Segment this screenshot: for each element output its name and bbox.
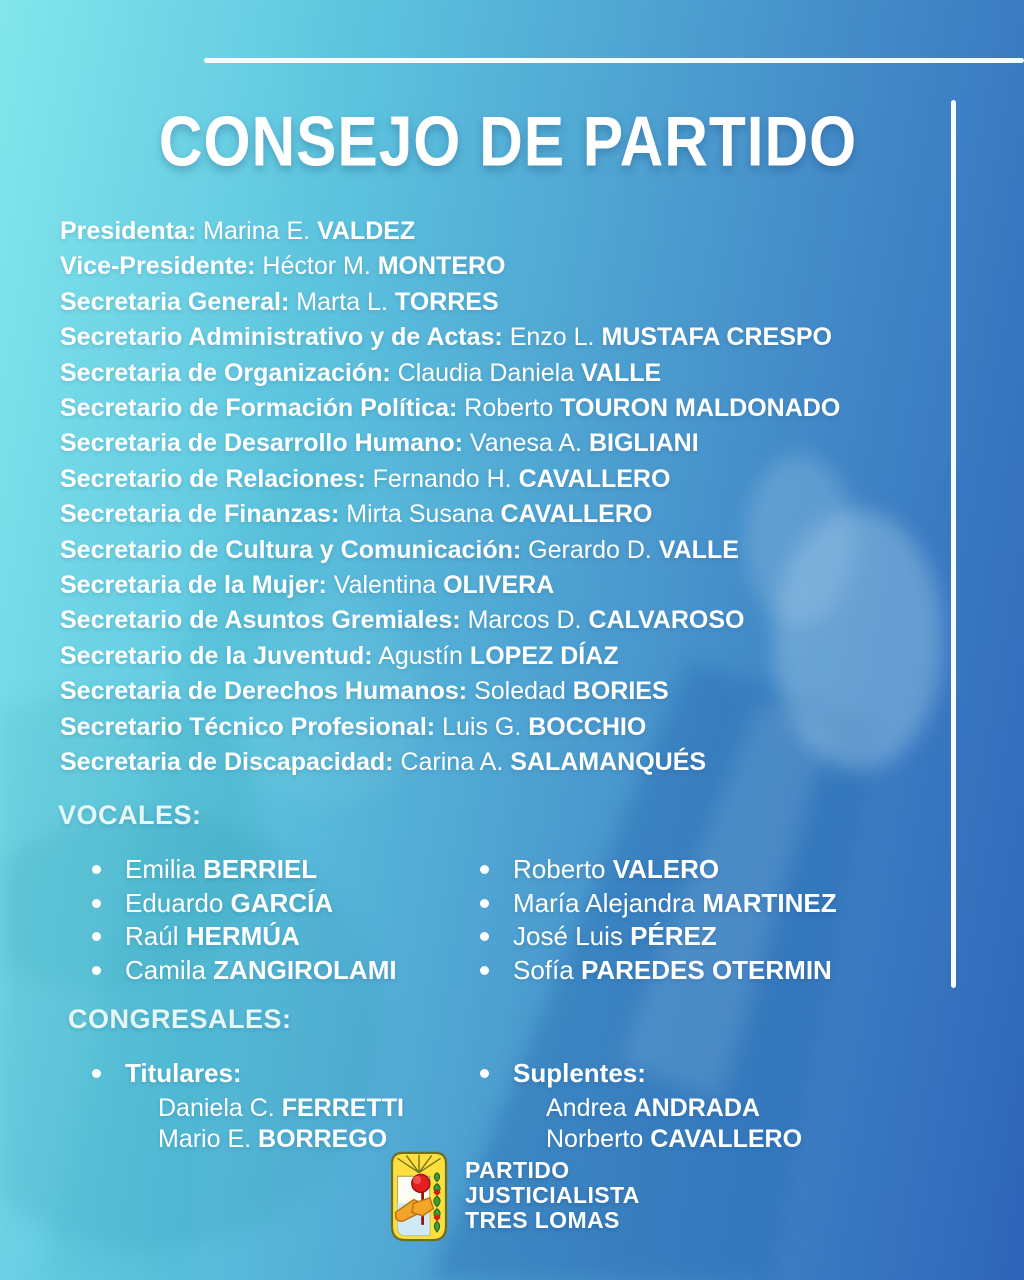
right-rule-line: [951, 100, 956, 988]
vocal-text: [513, 887, 837, 921]
vocal-name: María Alejandra: [513, 887, 696, 918]
officer-surname: BIGLIANI: [588, 429, 699, 458]
officer-row: [60, 214, 840, 249]
org-line-3: TRES LOMAS: [465, 1207, 620, 1233]
org-line-2: JUSTICIALISTA: [465, 1182, 640, 1208]
vocal-name: Roberto: [513, 854, 606, 884]
officer-row: [60, 356, 840, 391]
bullet-icon: [92, 1069, 101, 1078]
officer-surname: TOURON MALDONADO: [560, 394, 841, 423]
officer-name: Valentina: [333, 571, 437, 600]
member-name: Andrea: [546, 1094, 627, 1122]
group-label: Titulares:: [125, 1058, 242, 1088]
officer-row: [60, 462, 840, 497]
vocal-surname: HERMÚA: [185, 921, 300, 951]
vocal-text: [513, 853, 719, 887]
officer-name: Claudia Daniela: [397, 358, 575, 387]
officer-row: [60, 285, 840, 320]
group-label-row: [92, 1058, 404, 1089]
vocales-list-right: [480, 853, 837, 987]
officer-role: Secretaria de Discapacidad:: [60, 748, 394, 777]
vocal-name: Emilia: [125, 854, 196, 884]
vocal-name: Eduardo: [125, 887, 224, 918]
vocal-name: Raúl: [125, 921, 179, 951]
officer-surname: SALAMANQUÉS: [510, 748, 707, 777]
group-members: [158, 1093, 404, 1155]
officer-row: [60, 391, 840, 426]
vocal-text: [125, 954, 397, 988]
officer-name: Luis G.: [442, 712, 522, 741]
officer-role: Secretaria de Finanzas:: [60, 500, 340, 529]
officer-name: Héctor M.: [262, 252, 371, 281]
member-name: Daniela C.: [158, 1094, 275, 1122]
officer-surname: CALVAROSO: [588, 606, 745, 635]
officer-role: Secretario de Asuntos Gremiales:: [60, 606, 461, 635]
member-row: [158, 1124, 404, 1155]
officer-surname: TORRES: [394, 287, 499, 316]
officer-role: Secretario de la Juventud:: [60, 641, 373, 670]
officer-name: Marta L.: [296, 287, 388, 316]
officer-row: [60, 710, 840, 745]
group-label: Suplentes:: [513, 1058, 646, 1088]
officer-name: Soledad: [474, 677, 566, 706]
bullet-icon: [92, 865, 101, 874]
congresales-titulares: [92, 1058, 404, 1155]
footer-logo: [383, 1148, 640, 1245]
vocal-name: Camila: [125, 954, 206, 985]
officer-role: Secretaria de la Mujer:: [60, 571, 327, 600]
congresales-heading: CONGRESALES:: [68, 1004, 292, 1034]
officer-surname: VALLE: [581, 358, 662, 387]
bullet-icon: [92, 899, 101, 908]
vocal-surname: ZANGIROLAMI: [213, 954, 397, 985]
bullet-icon: [92, 932, 101, 941]
vocal-item: [480, 920, 837, 954]
vocal-name: José Luis: [513, 921, 623, 951]
group-label-row: [480, 1058, 802, 1089]
officer-surname: MUSTAFA CRESPO: [601, 323, 833, 352]
officer-name: Enzo L.: [509, 323, 595, 352]
congresales-suplentes: [480, 1058, 802, 1155]
member-surname: CAVALLERO: [650, 1125, 803, 1153]
member-surname: FERRETTI: [281, 1094, 404, 1122]
vocal-name: Sofía: [513, 954, 574, 985]
officer-surname: MONTERO: [377, 252, 506, 281]
page-title: CONSEJO DE PARTIDO: [158, 102, 858, 182]
bullet-icon: [480, 932, 489, 941]
vocales-list-left: [92, 853, 397, 987]
vocal-text: [513, 954, 832, 988]
officer-row: [60, 568, 840, 603]
officer-role: Secretario de Cultura y Comunicación:: [60, 535, 522, 564]
officer-row: [60, 497, 840, 532]
vocal-surname: MARTINEZ: [702, 887, 837, 918]
officer-role: Secretario de Formación Política:: [60, 394, 458, 423]
vocal-text: [125, 920, 300, 954]
vocal-text: [513, 920, 717, 954]
party-shield-icon: [383, 1148, 455, 1245]
officer-name: Fernando H.: [372, 464, 512, 493]
bullet-icon: [480, 1069, 489, 1078]
vocal-surname: PAREDES OTERMIN: [580, 954, 832, 985]
officer-role: Secretaria de Desarrollo Humano:: [60, 429, 463, 458]
member-row: [546, 1093, 802, 1124]
vocal-surname: GARCÍA: [230, 887, 334, 918]
bullet-icon: [480, 899, 489, 908]
officer-surname: OLIVERA: [443, 571, 555, 600]
vocal-surname: BERRIEL: [203, 854, 318, 884]
officer-name: Roberto: [464, 394, 554, 423]
officer-name: Gerardo D.: [528, 535, 652, 564]
officer-name: Agustín: [378, 641, 463, 670]
footer-org-name: [465, 1148, 640, 1233]
officer-role: Secretario Administrativo y de Actas:: [60, 323, 503, 352]
bullet-icon: [92, 966, 101, 975]
vocal-surname: VALERO: [612, 854, 720, 884]
officer-surname: CAVALLERO: [518, 464, 671, 493]
officer-surname: CAVALLERO: [500, 500, 653, 529]
officer-name: Marcos D.: [467, 606, 582, 635]
top-rule-line: [204, 58, 1024, 63]
officer-surname: BOCCHIO: [528, 712, 647, 741]
vocal-surname: PÉREZ: [630, 921, 717, 951]
officer-role: Secretario Técnico Profesional:: [60, 712, 436, 741]
group-members: [546, 1093, 802, 1155]
officer-role: Secretaria de Organización:: [60, 358, 391, 387]
officer-row: [60, 674, 840, 709]
officer-name: Carina A.: [400, 748, 504, 777]
officer-list: [60, 214, 840, 781]
member-surname: BORREGO: [258, 1125, 388, 1153]
officer-row: [60, 320, 840, 355]
vocales-heading: VOCALES:: [58, 800, 202, 830]
org-line-1: PARTIDO: [465, 1157, 570, 1183]
officer-row: [60, 745, 840, 780]
member-surname: ANDRADA: [633, 1094, 760, 1122]
vocal-item: [92, 954, 397, 988]
officer-role: Vice-Presidente:: [60, 252, 256, 281]
member-row: [158, 1093, 404, 1124]
member-name: Norberto: [546, 1125, 644, 1153]
officer-name: Mirta Susana: [346, 500, 494, 529]
officer-name: Marina E.: [203, 217, 311, 245]
bullet-icon: [480, 865, 489, 874]
member-name: Mario E.: [158, 1125, 252, 1153]
officer-surname: BORIES: [572, 677, 669, 706]
officer-surname: VALLE: [658, 535, 739, 564]
vocal-item: [480, 853, 837, 887]
vocal-text: [125, 853, 317, 887]
officer-row: [60, 426, 840, 461]
officer-surname: LOPEZ DÍAZ: [469, 641, 619, 670]
vocal-text: [125, 887, 333, 921]
officer-name: Vanesa A.: [469, 429, 582, 458]
vocal-item: [92, 853, 397, 887]
officer-role: Secretaria de Derechos Humanos:: [60, 677, 468, 706]
vocal-item: [92, 920, 397, 954]
officer-role: Secretario de Relaciones:: [60, 464, 366, 493]
officer-row: [60, 249, 840, 284]
vocal-item: [92, 887, 397, 921]
officer-row: [60, 533, 840, 568]
officer-role: Secretaria General:: [60, 287, 290, 316]
officer-row: [60, 603, 840, 638]
officer-surname: VALDEZ: [317, 217, 416, 245]
vocal-item: [480, 954, 837, 988]
bullet-icon: [480, 966, 489, 975]
officer-row: [60, 639, 840, 674]
officer-role: Presidenta:: [60, 217, 197, 245]
vocal-item: [480, 887, 837, 921]
